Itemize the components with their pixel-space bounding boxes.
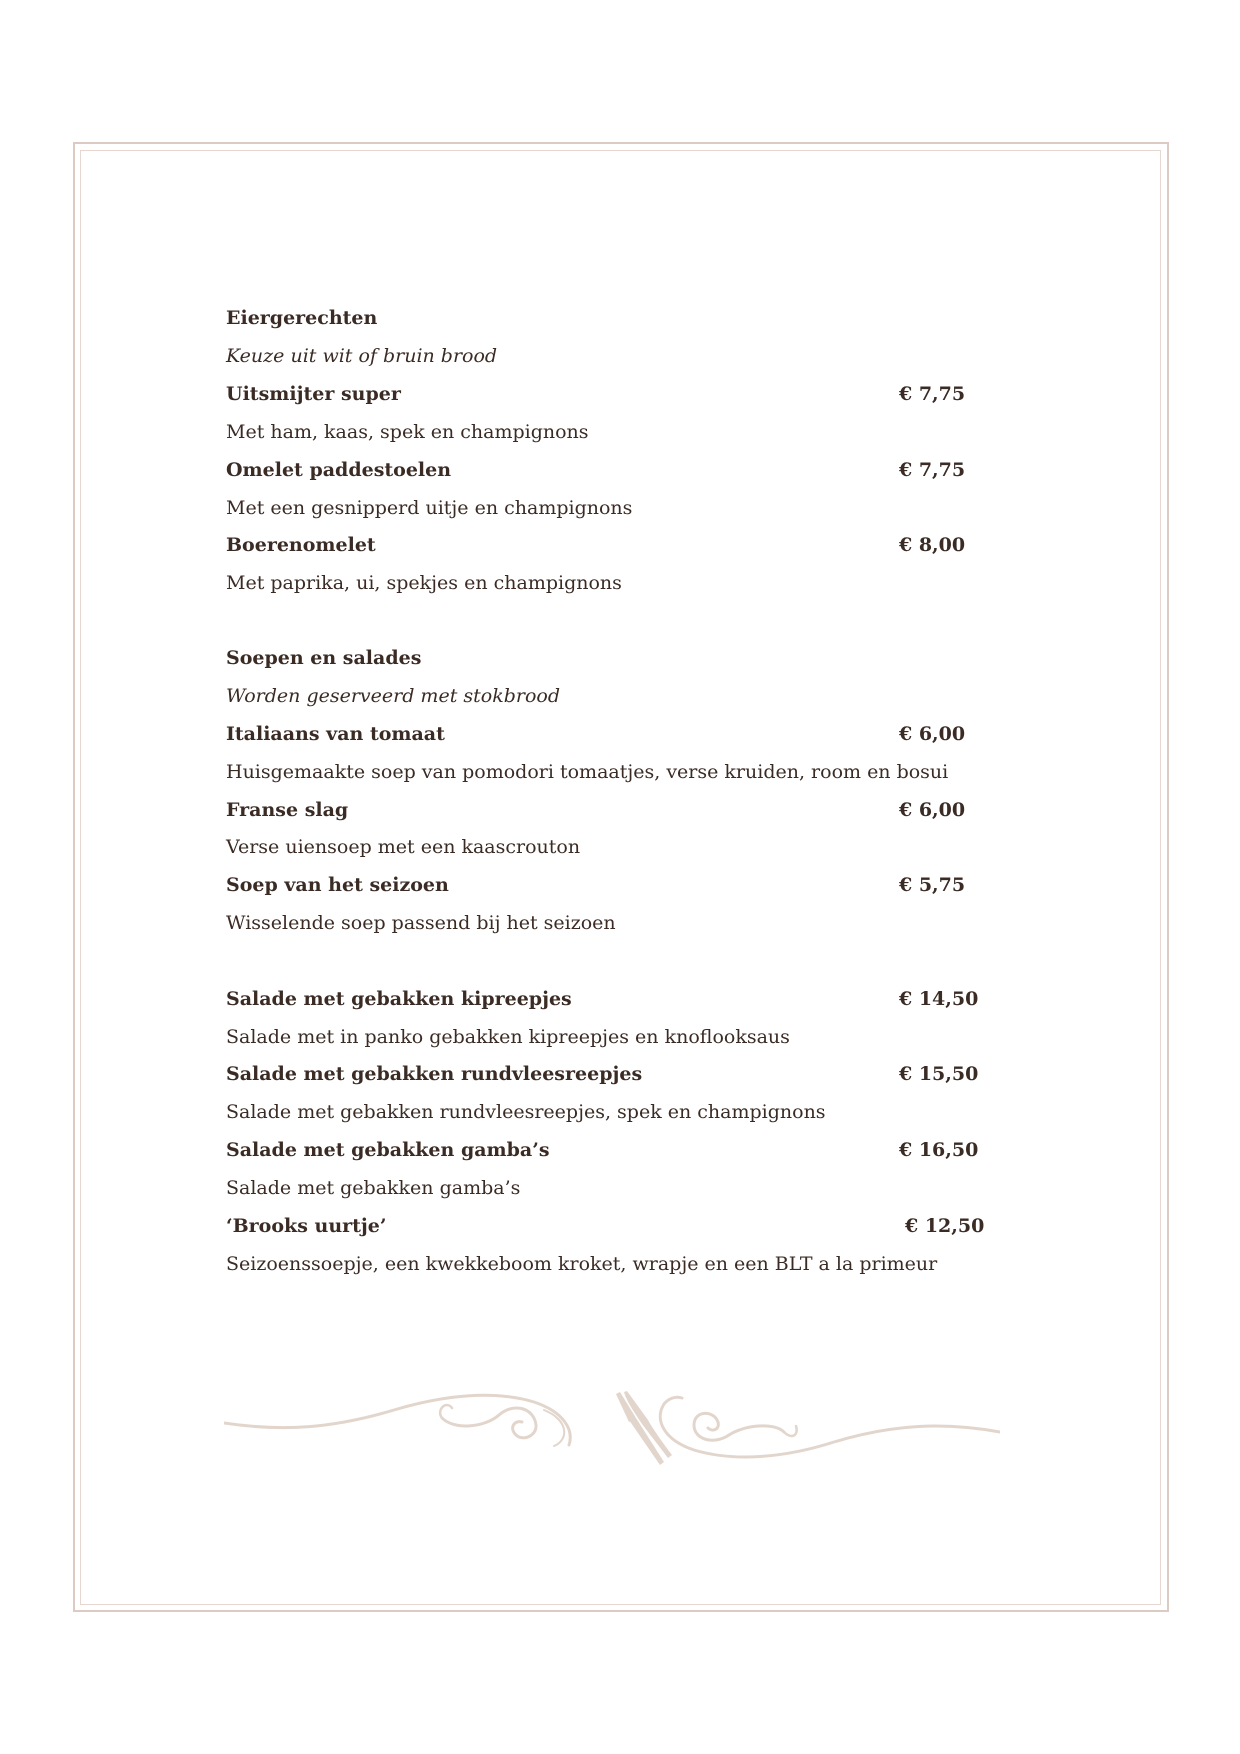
menu-item	[226, 984, 1026, 1014]
item-description: Met paprika, ui, spekjes en champignons	[226, 572, 622, 594]
section-subtitle: Worden geserveerd met stokbrood	[226, 685, 560, 707]
item-price: € 14,50	[899, 988, 979, 1010]
item-price: € 16,50	[899, 1139, 979, 1161]
menu-item	[226, 379, 1026, 409]
item-name: Franse slag	[226, 799, 349, 821]
item-price: € 7,75	[899, 383, 966, 405]
item-name: Omelet paddestoelen	[226, 459, 452, 481]
item-description: Met een gesnipperd uitje en champignons	[226, 497, 633, 519]
item-description: Verse uiensoep met een kaascrouton	[226, 836, 581, 858]
menu-item	[226, 1059, 1026, 1089]
item-description: Met ham, kaas, spek en champignons	[226, 421, 589, 443]
item-name: Salade met gebakken rundvleesreepjes	[226, 1063, 643, 1085]
item-name: Boerenomelet	[226, 534, 376, 556]
menu-item	[226, 530, 1026, 560]
section-subtitle: Keuze uit wit of bruin brood	[226, 345, 498, 367]
item-description: Huisgemaakte soep van pomodori tomaatjes, verse kruiden, room en bosui	[226, 761, 949, 783]
item-name: Italiaans van tomaat	[226, 723, 445, 745]
item-name: Salade met gebakken kipreepjes	[226, 988, 572, 1010]
menu-item	[226, 795, 1026, 825]
item-price: € 6,00	[899, 723, 966, 745]
menu-item	[226, 1135, 1026, 1165]
item-price: € 6,00	[899, 799, 966, 821]
item-price: € 7,75	[899, 459, 966, 481]
item-name: Uitsmijter super	[226, 383, 401, 405]
fork-knife-flourish-icon	[224, 1390, 1000, 1465]
section-title: Eiergerechten	[226, 307, 378, 329]
item-description: Wisselende soep passend bij het seizoen	[226, 912, 616, 934]
item-price: € 12,50	[905, 1215, 985, 1237]
item-price: € 8,00	[899, 534, 966, 556]
section-title: Soepen en salades	[226, 647, 422, 669]
item-price: € 5,75	[899, 874, 966, 896]
item-description: Salade met gebakken rundvleesreepjes, spek en champignons	[226, 1101, 826, 1123]
item-name: Soep van het seizoen	[226, 874, 449, 896]
menu-item	[226, 719, 1026, 749]
item-description: Seizoenssoepje, een kwekkeboom kroket, wrapje en een BLT a la primeur	[226, 1253, 938, 1275]
menu-item	[226, 870, 1026, 900]
item-price: € 15,50	[899, 1063, 979, 1085]
item-name: ‘Brooks uurtje’	[226, 1215, 387, 1237]
menu-item	[226, 455, 1026, 485]
item-description: Salade met gebakken gamba’s	[226, 1177, 521, 1199]
item-name: Salade met gebakken gamba’s	[226, 1139, 550, 1161]
item-description: Salade met in panko gebakken kipreepjes en knoflooksaus	[226, 1026, 790, 1048]
menu-item	[226, 1211, 1026, 1241]
